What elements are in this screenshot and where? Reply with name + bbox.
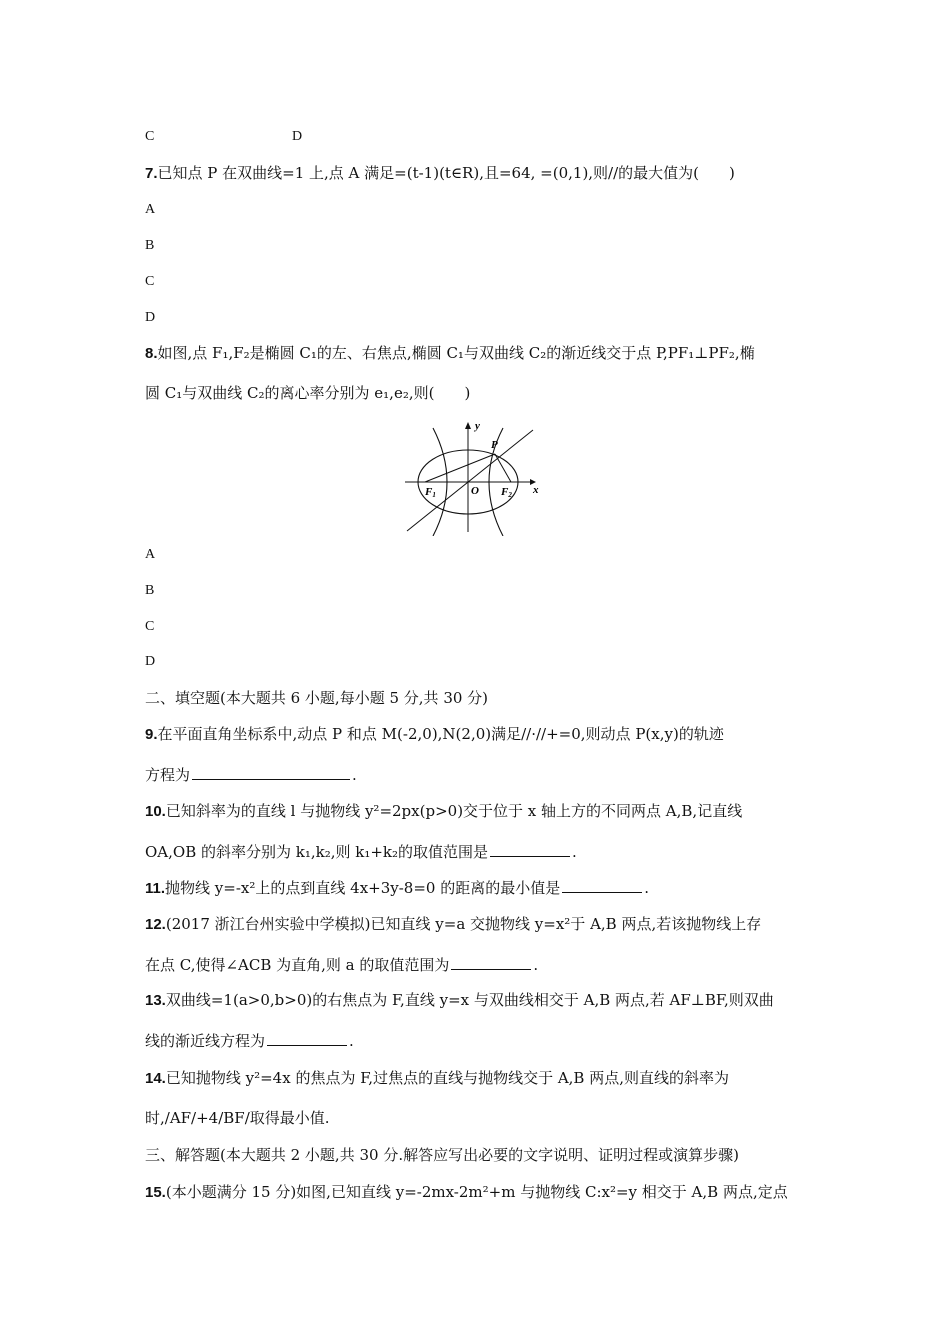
question-text: (本小题满分 15 分)如图,已知直线 y=-2mx-2m²+m 与抛物线 C:x²=y 相交于 A,B 两点,定点 — [165, 1183, 788, 1201]
period: . — [572, 843, 577, 861]
question-12 — [145, 914, 761, 935]
label-p: P — [491, 439, 498, 451]
q7-option-a: A — [145, 202, 156, 217]
question-number: 9. — [145, 726, 158, 743]
asymptote-line — [407, 430, 533, 531]
answer-blank — [451, 954, 531, 970]
question-7 — [145, 163, 735, 184]
question-text-line2: 在点 C,使得∠ACB 为直角,则 a 的取值范围为 — [145, 956, 450, 974]
question-12-line2 — [145, 954, 538, 975]
label-f2: F2 — [501, 486, 512, 499]
period: . — [533, 956, 539, 974]
ellipse-hyperbola-figure — [405, 418, 555, 536]
question-number: 10. — [145, 803, 166, 820]
segment-pf2 — [495, 454, 511, 482]
answer-blank — [490, 841, 570, 857]
question-number: 12. — [145, 916, 166, 933]
section-2-title: 二、填空题(本大题共 6 小题,每小题 5 分,共 30 分) — [145, 689, 489, 707]
answer-blank — [562, 877, 642, 893]
question-number: 14. — [145, 1070, 166, 1087]
answer-blank — [192, 764, 350, 780]
question-9 — [145, 724, 724, 745]
question-text-line2: 线的渐近线方程为 — [145, 1032, 266, 1050]
q7-option-c: C — [145, 274, 155, 289]
question-15 — [145, 1182, 788, 1203]
q8-option-d: D — [145, 654, 156, 669]
question-9-line2 — [145, 764, 357, 785]
question-text-line1: 如图,点 F₁,F₂是椭圆 C₁的左、右焦点,椭圆 C₁与双曲线 C₂的渐近线交于点 P,PF₁⊥PF₂,椭 — [157, 344, 755, 362]
question-text-line1: (2017 浙江台州实验中学模拟)已知直线 y=a 交抛物线 y=x²于 A,B 两点,若该抛物线上存 — [165, 915, 762, 933]
question-text: 已知点 P 在双曲线=1 上,点 A 满足=(t-1)(t∈R),且=64, =(0,1),则//的最大值为( ) — [157, 164, 735, 182]
q7-option-d: D — [145, 310, 156, 325]
answer-blank — [267, 1030, 347, 1046]
q8-option-a: A — [145, 547, 156, 562]
question-text-line1: 在平面直角坐标系中,动点 P 和点 M(-2,0),N(2,0)满足//·//+=0,则动点 P(x,y)的轨迹 — [157, 725, 724, 743]
question-number: 15. — [145, 1184, 166, 1201]
question-8-line2: 圆 C₁与双曲线 C₂的离心率分别为 e₁,e₂,则( ) — [145, 384, 471, 402]
q8-option-b: B — [145, 583, 155, 598]
question-number: 11. — [145, 880, 166, 897]
question-text-line2: 方程为 — [145, 766, 191, 784]
question-14 — [145, 1068, 729, 1089]
question-text-line1: 双曲线=1(a>0,b>0)的右焦点为 F,直线 y=x 与双曲线相交于 A,B 两点,若 AF⊥BF,则双曲 — [165, 991, 774, 1009]
period: . — [644, 879, 650, 897]
question-13 — [145, 990, 774, 1011]
question-10 — [145, 801, 742, 822]
question-number: 8. — [145, 345, 158, 362]
question-text-line1: 已知斜率为的直线 l 与抛物线 y²=2px(p>0)交于位于 x 轴上方的不同两点 A,B,记直线 — [165, 802, 743, 820]
label-f1: F1 — [425, 486, 436, 499]
question-text-line2: OA,OB 的斜率分别为 k₁,k₂,则 k₁+k₂的取值范围是 — [145, 843, 489, 861]
question-11 — [145, 877, 649, 899]
q6-option-c: C — [145, 129, 155, 144]
question-13-line2 — [145, 1030, 354, 1051]
question-14-line2: 时,/AF/+4/BF/取得最小值. — [145, 1109, 330, 1127]
y-axis-arrow — [465, 422, 471, 429]
q6-option-d: D — [292, 129, 303, 144]
period: . — [349, 1032, 354, 1050]
question-10-line2 — [145, 841, 577, 862]
q8-option-c: C — [145, 619, 155, 634]
question-number: 13. — [145, 992, 166, 1009]
q7-option-b: B — [145, 238, 155, 253]
label-x: x — [533, 484, 539, 496]
section-3-title: 三、解答题(本大题共 2 小题,共 30 分.解答应写出必要的文字说明、证明过程或演算步骤) — [145, 1146, 739, 1164]
question-text: 抛物线 y=-x²上的点到直线 4x+3y-8=0 的距离的最小值是 — [165, 879, 561, 897]
question-number: 7. — [145, 165, 158, 182]
question-8 — [145, 343, 755, 364]
label-o: O — [471, 485, 479, 497]
label-y: y — [475, 420, 480, 432]
period: . — [352, 766, 357, 784]
question-text-line1: 已知抛物线 y²=4x 的焦点为 F,过焦点的直线与抛物线交于 A,B 两点,则直线的斜率为 — [165, 1069, 729, 1087]
